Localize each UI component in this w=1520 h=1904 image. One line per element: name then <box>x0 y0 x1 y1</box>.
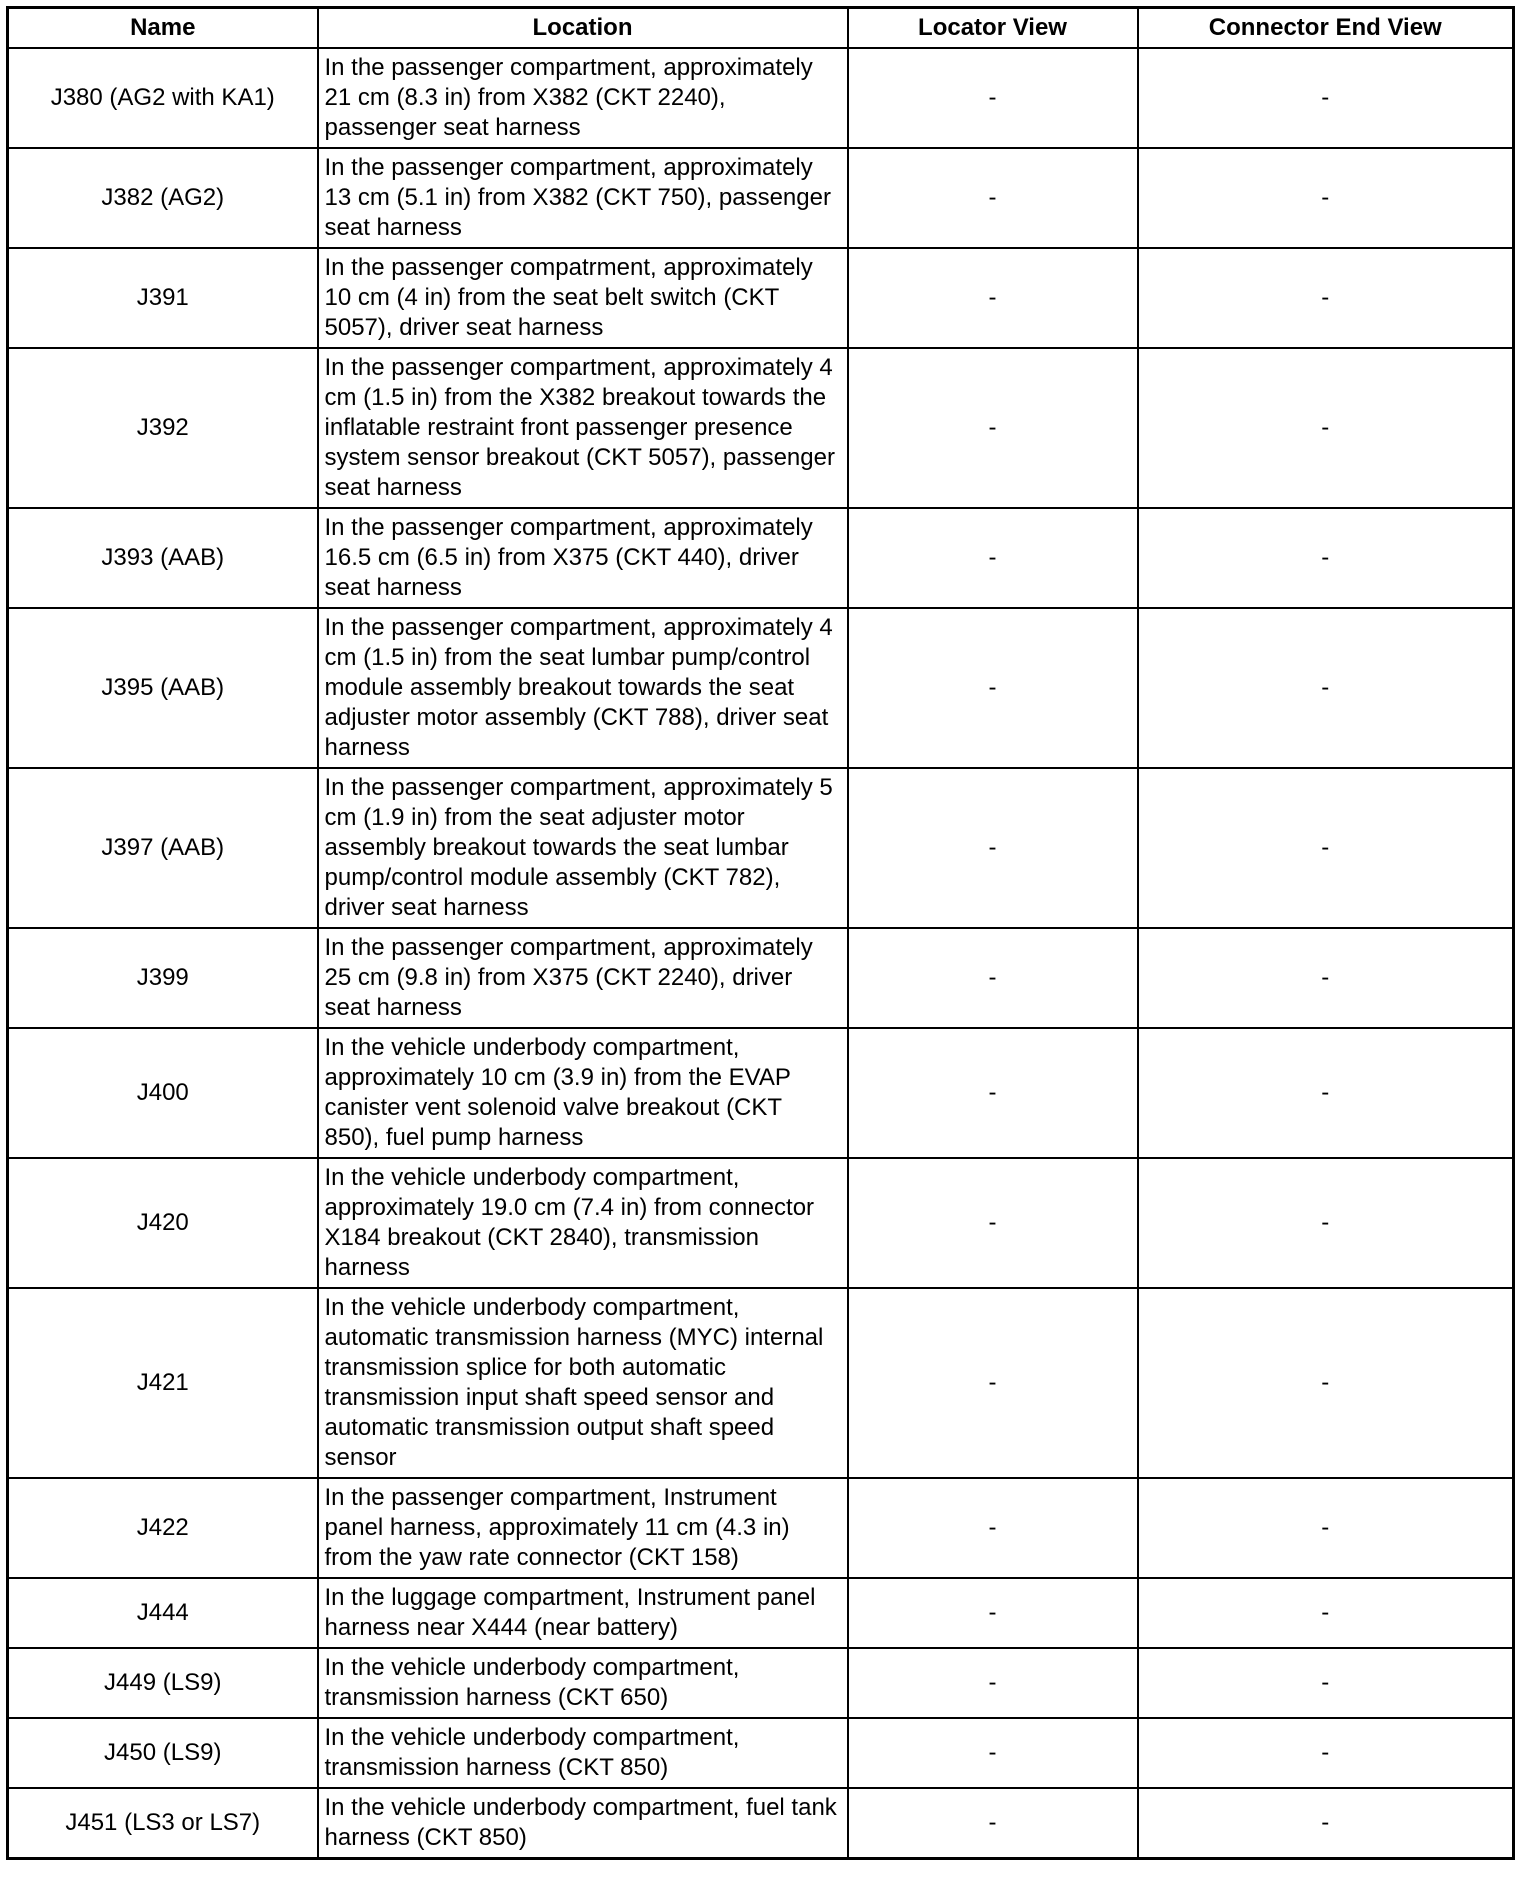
table-row <box>8 508 1514 608</box>
cell-name: J421 <box>8 1288 318 1478</box>
cell-location: In the passenger compartment, approximately 5 cm (1.9 in) from the seat adjuster motor assembly breakout towards the seat lumbar pump/control module assembly (CKT 782), driver seat harness <box>318 768 848 928</box>
cell-location: In the vehicle underbody compartment, fuel tank harness (CKT 850) <box>318 1788 848 1859</box>
cell-name: J397 (AAB) <box>8 768 318 928</box>
cell-connector-end-view: - <box>1138 508 1514 608</box>
header-name: Name <box>8 8 318 49</box>
header-locator-view: Locator View <box>848 8 1138 49</box>
cell-name: J451 (LS3 or LS7) <box>8 1788 318 1859</box>
header-connector-end-view: Connector End View <box>1138 8 1514 49</box>
cell-locator-view: - <box>848 1478 1138 1578</box>
cell-location: In the passenger compartment, approximately 4 cm (1.5 in) from the seat lumbar pump/control module assembly breakout towards the seat adjuster motor assembly (CKT 788), driver seat harness <box>318 608 848 768</box>
cell-locator-view: - <box>848 1578 1138 1648</box>
cell-name: J422 <box>8 1478 318 1578</box>
table-row <box>8 248 1514 348</box>
cell-location: In the luggage compartment, Instrument panel harness near X444 (near battery) <box>318 1578 848 1648</box>
cell-locator-view: - <box>848 1718 1138 1788</box>
cell-locator-view: - <box>848 248 1138 348</box>
cell-connector-end-view: - <box>1138 1718 1514 1788</box>
cell-locator-view: - <box>848 1158 1138 1288</box>
cell-name: J382 (AG2) <box>8 148 318 248</box>
cell-connector-end-view: - <box>1138 148 1514 248</box>
cell-connector-end-view: - <box>1138 928 1514 1028</box>
cell-location: In the passenger compartment, approximately 16.5 cm (6.5 in) from X375 (CKT 440), driver seat harness <box>318 508 848 608</box>
cell-location: In the vehicle underbody compartment, transmission harness (CKT 650) <box>318 1648 848 1718</box>
cell-locator-view: - <box>848 1648 1138 1718</box>
cell-name: J400 <box>8 1028 318 1158</box>
cell-name: J444 <box>8 1578 318 1648</box>
table-row <box>8 1288 1514 1478</box>
cell-locator-view: - <box>848 148 1138 248</box>
cell-location: In the passenger compartment, Instrument panel harness, approximately 11 cm (4.3 in) from the yaw rate connector (CKT 158) <box>318 1478 848 1578</box>
cell-name: J392 <box>8 348 318 508</box>
cell-location: In the vehicle underbody compartment, approximately 19.0 cm (7.4 in) from connector X184 breakout (CKT 2840), transmission harness <box>318 1158 848 1288</box>
table-row <box>8 1788 1514 1859</box>
cell-locator-view: - <box>848 508 1138 608</box>
table-row <box>8 768 1514 928</box>
table-header-row <box>8 8 1514 49</box>
cell-locator-view: - <box>848 1288 1138 1478</box>
cell-name: J399 <box>8 928 318 1028</box>
cell-locator-view: - <box>848 608 1138 768</box>
cell-connector-end-view: - <box>1138 1288 1514 1478</box>
cell-connector-end-view: - <box>1138 348 1514 508</box>
table-row <box>8 148 1514 248</box>
cell-location: In the vehicle underbody compartment, automatic transmission harness (MYC) internal transmission splice for both automatic transmission input shaft speed sensor and automatic transmission output shaft speed sensor <box>318 1288 848 1478</box>
cell-name: J380 (AG2 with KA1) <box>8 48 318 148</box>
cell-connector-end-view: - <box>1138 1578 1514 1648</box>
cell-connector-end-view: - <box>1138 1028 1514 1158</box>
cell-locator-view: - <box>848 48 1138 148</box>
cell-location: In the vehicle underbody compartment, approximately 10 cm (3.9 in) from the EVAP canister vent solenoid valve breakout (CKT 850), fuel pump harness <box>318 1028 848 1158</box>
cell-connector-end-view: - <box>1138 1158 1514 1288</box>
cell-location: In the passenger compartment, approximately 13 cm (5.1 in) from X382 (CKT 750), passenger seat harness <box>318 148 848 248</box>
table-row <box>8 608 1514 768</box>
cell-connector-end-view: - <box>1138 768 1514 928</box>
cell-locator-view: - <box>848 768 1138 928</box>
splice-location-table <box>6 6 1515 1860</box>
cell-name: J449 (LS9) <box>8 1648 318 1718</box>
table-row <box>8 1578 1514 1648</box>
cell-connector-end-view: - <box>1138 1478 1514 1578</box>
cell-name: J420 <box>8 1158 318 1288</box>
cell-name: J395 (AAB) <box>8 608 318 768</box>
cell-connector-end-view: - <box>1138 608 1514 768</box>
cell-locator-view: - <box>848 1788 1138 1859</box>
cell-locator-view: - <box>848 928 1138 1028</box>
table-row <box>8 1158 1514 1288</box>
cell-name: J393 (AAB) <box>8 508 318 608</box>
table-row <box>8 1028 1514 1158</box>
table-row <box>8 1718 1514 1788</box>
header-location: Location <box>318 8 848 49</box>
cell-location: In the passenger compartment, approximately 21 cm (8.3 in) from X382 (CKT 2240), passenger seat harness <box>318 48 848 148</box>
splice-table-container <box>6 6 1512 1860</box>
cell-location: In the passenger compartment, approximately 4 cm (1.5 in) from the X382 breakout towards the inflatable restraint front passenger presence system sensor breakout (CKT 5057), passenger seat harness <box>318 348 848 508</box>
table-row <box>8 1478 1514 1578</box>
cell-locator-view: - <box>848 1028 1138 1158</box>
table-row <box>8 1648 1514 1718</box>
cell-connector-end-view: - <box>1138 48 1514 148</box>
cell-name: J450 (LS9) <box>8 1718 318 1788</box>
table-row <box>8 348 1514 508</box>
cell-connector-end-view: - <box>1138 1788 1514 1859</box>
cell-location: In the passenger compatrment, approximately 10 cm (4 in) from the seat belt switch (CKT 5057), driver seat harness <box>318 248 848 348</box>
table-row <box>8 928 1514 1028</box>
table-row <box>8 48 1514 148</box>
cell-location: In the vehicle underbody compartment, transmission harness (CKT 850) <box>318 1718 848 1788</box>
cell-name: J391 <box>8 248 318 348</box>
cell-connector-end-view: - <box>1138 248 1514 348</box>
cell-location: In the passenger compartment, approximately 25 cm (9.8 in) from X375 (CKT 2240), driver seat harness <box>318 928 848 1028</box>
cell-connector-end-view: - <box>1138 1648 1514 1718</box>
cell-locator-view: - <box>848 348 1138 508</box>
